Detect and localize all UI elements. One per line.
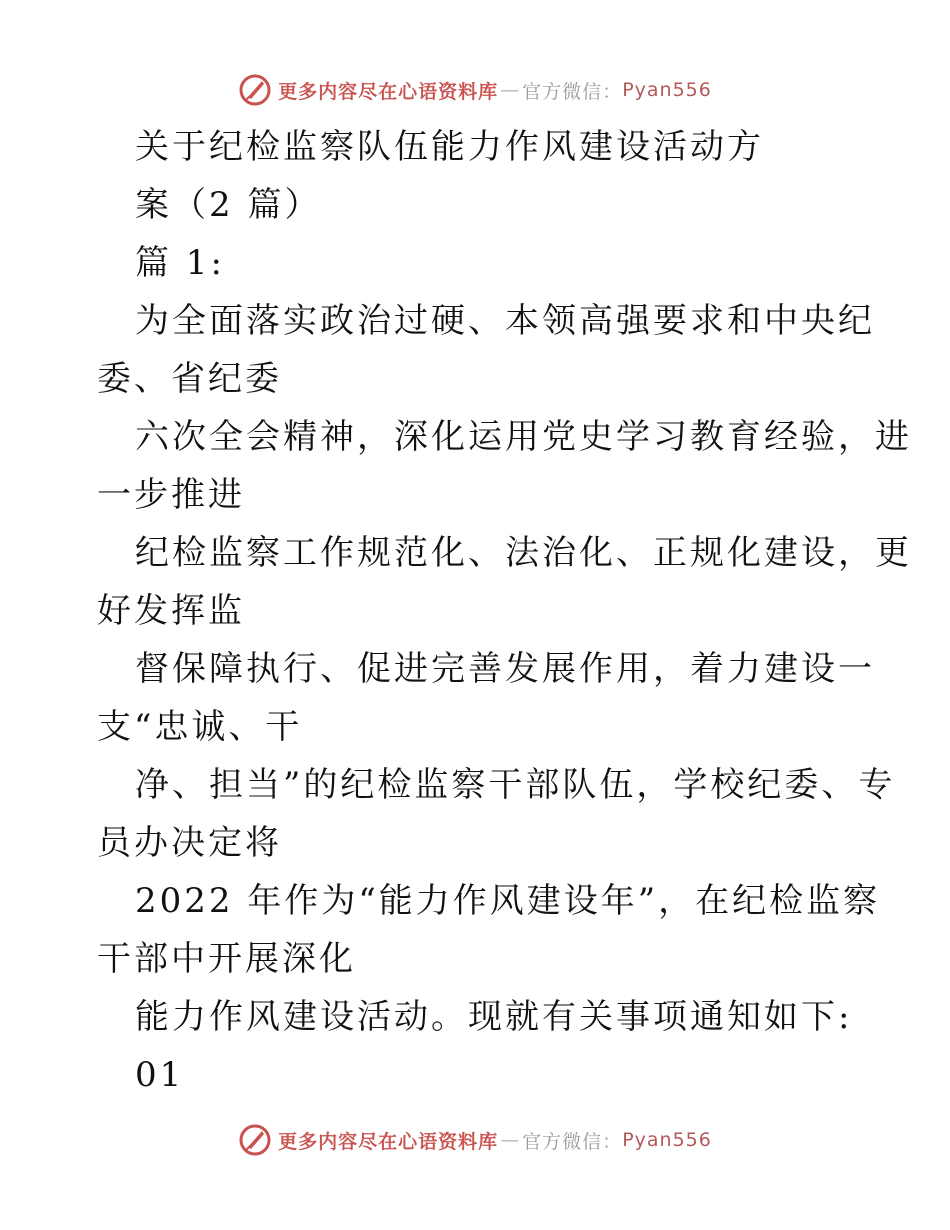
paragraph-line: 好发挥监: [97, 591, 245, 631]
section-heading: 篇 1:: [135, 243, 225, 283]
paragraph-line: 员办决定将: [97, 823, 282, 863]
paragraph-line: 一步推进: [97, 475, 245, 515]
watermark-wechat-id: Pyan556: [622, 79, 712, 101]
watermark-main-text: 更多内容尽在心语资料库: [278, 1130, 499, 1153]
watermark-header: [0, 70, 950, 110]
watermark-dash: —: [500, 79, 521, 101]
paragraph-line: 六次全会精神，深化运用党史学习教育经验，进: [135, 417, 912, 457]
paragraph-line: 干部中开展深化: [97, 939, 356, 979]
quill-logo-icon: [238, 73, 272, 107]
paragraph-line: 为全面落实政治过硬、本领高强要求和中央纪: [135, 301, 875, 341]
document-title-line-1: 关于纪检监察队伍能力作风建设活动方: [135, 127, 764, 167]
watermark-wechat-id: Pyan556: [622, 1129, 712, 1151]
document-title-line-2: 案（2 篇）: [135, 185, 322, 225]
paragraph-line: 净、担当”的纪检监察干部队伍，学校纪委、专: [135, 765, 896, 805]
watermark-footer: [0, 1120, 950, 1160]
section-number: 01: [135, 1055, 185, 1095]
watermark-dash: —: [500, 1129, 521, 1151]
paragraph-line: 督保障执行、促进完善发展作用，着力建设一: [135, 649, 875, 689]
paragraph-line: 委、省纪委: [97, 359, 282, 399]
watermark-sub-text: 官方微信：: [522, 80, 623, 103]
quill-logo-icon: [238, 1123, 272, 1157]
paragraph-line: 2022 年作为“能力作风建设年”，在纪检监察: [135, 881, 881, 921]
watermark-sub-text: 官方微信：: [522, 1130, 623, 1153]
paragraph-line: 纪检监察工作规范化、法治化、正规化建设，更: [135, 533, 912, 573]
paragraph-line: 能力作风建设活动。现就有关事项通知如下:: [135, 997, 853, 1037]
watermark-main-text: 更多内容尽在心语资料库: [278, 80, 499, 103]
paragraph-line: 支“忠诚、干: [97, 707, 303, 747]
